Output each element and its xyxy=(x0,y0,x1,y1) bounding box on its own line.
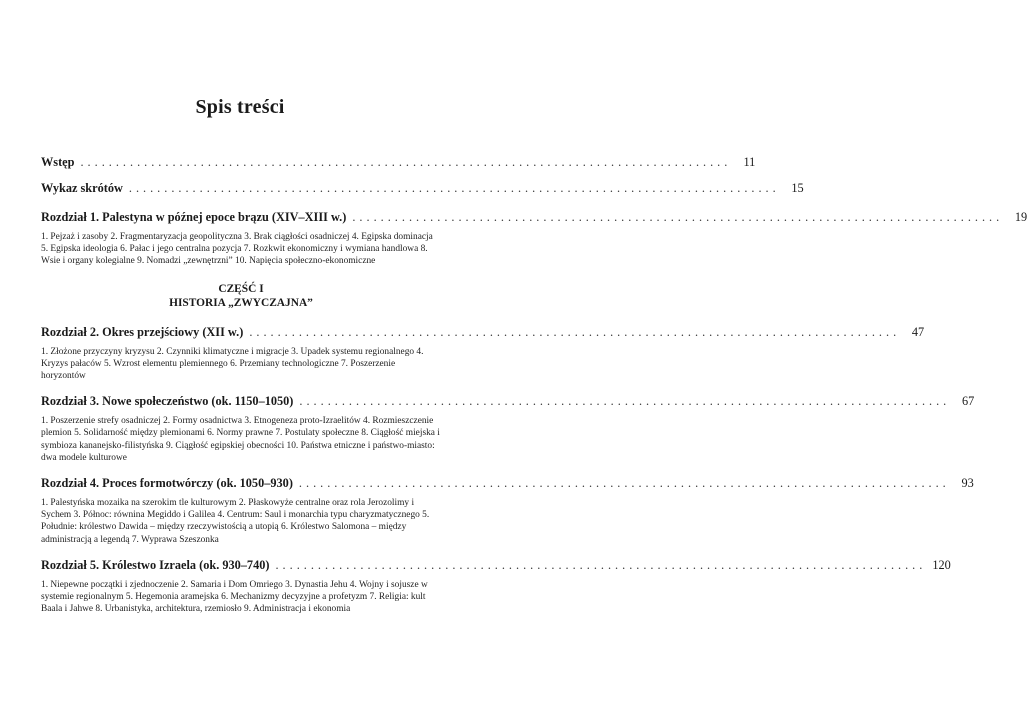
toc-entry-label: Rozdział 5. Królestwo Izraela (ok. 930–740) xyxy=(41,557,270,572)
toc-entry-wstep[interactable] xyxy=(41,154,756,170)
toc-entry-label: Wstęp xyxy=(41,155,75,169)
toc-entry-label: Rozdział 1. Palestyna w późnej epoce brązu (XIV–XIII w.) xyxy=(41,210,347,224)
toc-entry-page: 47 xyxy=(911,324,925,339)
chapter-contents: 1. Niepewne początki i zjednoczenie 2. Samaria i Dom Omriego 3. Dynastia Jehu 4. Wojny i sojusze w systemie regionalnym 5. Hegemonia aramejska 6. Mechanizmy decyzyjne a profetyzm 7. Religia: kult Baala i Jahwe 8. Urbanistyka, architektura, rzemiosło 9. Administracja i ekonomia xyxy=(41,579,428,615)
chapter-contents: 1. Złożone przyczyny kryzysu 2. Czynniki klimatyczne i migracje 3. Upadek systemu regionalnego 4. Kryzys pałaców 5. Wzrost elementu plemiennego 6. Przemiany technologiczne 7. Poszerzenie horyzontów xyxy=(41,346,424,382)
toc-entry-rozdzial-3[interactable] xyxy=(41,393,975,409)
toc-entry-rozdzial-4[interactable] xyxy=(41,475,974,491)
toc-entry-label: Wykaz skrótów xyxy=(41,181,123,195)
toc-entry-rozdzial-1[interactable] xyxy=(41,209,1027,225)
toc-entry-label: Rozdział 2. Okres przejściowy (XII w.) xyxy=(41,324,244,339)
leader-dots: ............................................................................................ xyxy=(128,181,780,195)
toc-entry-page: 120 xyxy=(932,557,951,572)
toc-entry-rozdzial-2[interactable] xyxy=(41,324,925,340)
leader-dots: ............................................................................................ xyxy=(299,394,951,409)
toc-entry-page: 67 xyxy=(961,394,975,409)
part-number: CZĘŚĆ I xyxy=(218,282,264,295)
toc-entry-wykaz[interactable] xyxy=(41,180,804,196)
toc-entry-rozdzial-5[interactable] xyxy=(41,557,951,573)
part-title: HISTORIA „ZWYCZAJNA” xyxy=(169,296,313,309)
toc-entry-page: 19 xyxy=(1014,210,1027,224)
leader-dots: ............................................................................................ xyxy=(80,155,732,169)
toc-entry-label: Rozdział 4. Proces formotwórczy (ok. 1050–930) xyxy=(41,476,293,491)
table-of-contents xyxy=(41,154,1027,615)
leader-dots: ............................................................................................ xyxy=(352,210,1004,224)
leader-dots: ............................................................................................ xyxy=(275,557,927,572)
toc-entry-page: 93 xyxy=(961,476,974,491)
leader-dots: ............................................................................................ xyxy=(249,324,901,339)
leader-dots: ............................................................................................ xyxy=(298,476,950,491)
toc-entry-label: Rozdział 3. Nowe społeczeństwo (ok. 1150–1050) xyxy=(41,394,294,409)
toc-entry-page: 11 xyxy=(743,155,756,169)
part-heading xyxy=(41,282,441,310)
toc-entry-page: 15 xyxy=(791,181,804,195)
chapter-contents: 1. Pejzaż i zasoby 2. Fragmentaryzacja geopolityczna 3. Brak ciągłości osadniczej 4. Egipska dominacja 5. Egipska ideologia 6. Pałac i jego centralna pozycja 7. Rozkwit ekonomiczny i wymiana handlowa 8. Wsie i organy kolegialne 9. Nomadzi „zewnętrzni” 10. Napięcia społeczno-ekonomiczne xyxy=(41,232,433,267)
page-title: Spis treści xyxy=(195,96,285,118)
chapter-contents: 1. Poszerzenie strefy osadniczej 2. Formy osadnictwa 3. Etnogeneza proto-Izraelitów 4. Rozmieszczenie plemion 5. Solidarność między plemionami 6. Normy prawne 7. Postulaty społeczne 8. Ciągłość miejska i symbioza kananejsko-filistyńska 9. Ciągłość egipskiej obecności 10. Państwa etniczne i państwo-miasto: dwa modele kulturowe xyxy=(41,416,440,463)
chapter-contents: 1. Palestyńska mozaika na szerokim tle kulturowym 2. Płaskowyże centralne oraz rola Jerozolimy i Sychem 3. Północ: równina Megiddo i Galilea 4. Centrum: Saul i monarchia typu charyzmatycznego 5. Południe: królestwo Dawida – między rzeczywistością a utopią 6. Królestwo Salomona – między administracją a legendą 7. Wyprawa Szeszonka xyxy=(41,498,430,545)
